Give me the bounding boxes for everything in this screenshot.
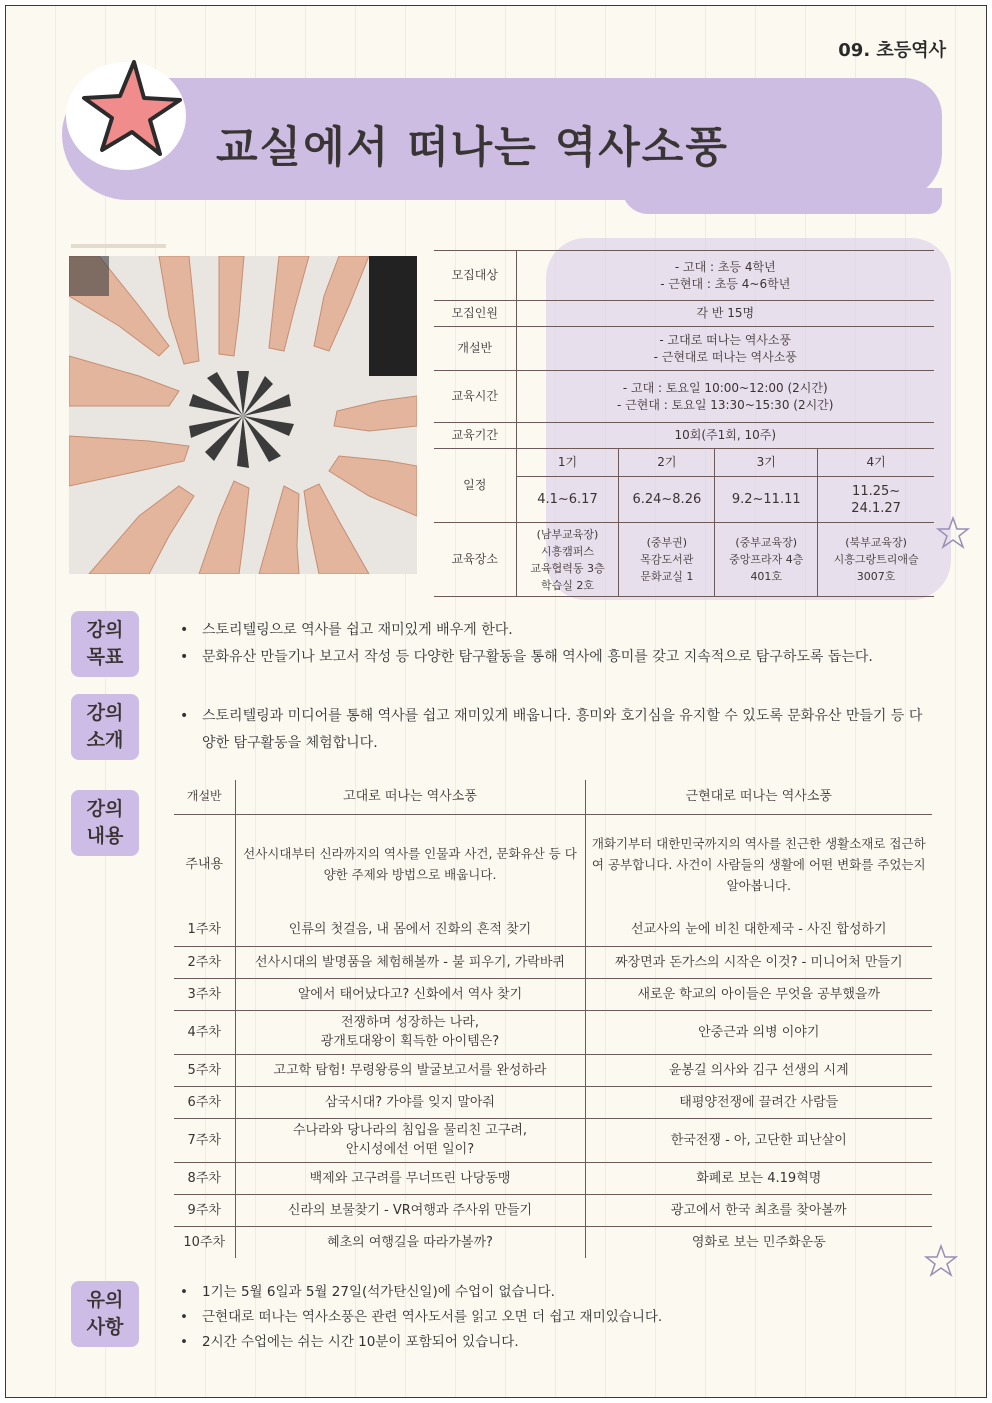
intro-list	[174, 703, 934, 757]
week-row	[174, 914, 932, 946]
week-modern-topic: 화폐로 보는 4.19혁명	[585, 1162, 932, 1194]
place-cell: (북부교육장) 시흥그랑트리애슬 3007호	[818, 523, 934, 597]
brochure-page	[5, 5, 987, 1398]
curriculum-header-modern: 근현대로 떠나는 역사소풍	[585, 780, 932, 814]
week-ancient-topic: 알에서 태어났다고? 신화에서 역사 찾기	[235, 978, 585, 1010]
main-content-label: 주내용	[174, 814, 235, 914]
place-cell: (중부권) 목감도서관 문화교실 1	[619, 523, 715, 597]
time-line: - 고대 : 토요일 10:00~12:00 (2시간)	[622, 380, 828, 395]
capacity-label: 모집인원	[434, 301, 516, 327]
capacity-value: 각 반 15명	[516, 301, 934, 327]
week-ancient-topic: 백제와 고구려를 무너뜨린 나당동맹	[235, 1162, 585, 1194]
week-ancient-topic: 선사시대의 발명품을 체험해볼까 - 불 피우기, 가락바퀴	[235, 946, 585, 978]
term-dates: 6.24~8.26	[619, 477, 715, 523]
goal-item: • 스토리텔링으로 역사를 쉽고 재미있게 배우게 한다.	[174, 617, 944, 644]
week-row	[174, 1010, 932, 1054]
week-modern-topic: 안중근과 의병 이야기	[585, 1010, 932, 1054]
week-modern-topic: 광고에서 한국 최초를 찾아볼까	[585, 1194, 932, 1226]
week-row	[174, 1086, 932, 1118]
time-label: 교육시간	[434, 371, 516, 423]
week-label: 6주차	[174, 1086, 235, 1118]
note-item: • 1기는 5월 6일과 5월 27일(석가탄신일)에 수업이 없습니다.	[174, 1280, 934, 1305]
content-tag: 강의 내용	[71, 790, 139, 856]
main-content-ancient: 선사시대부터 신라까지의 역사를 인물과 사건, 문화유산 등 다양한 주제와 방법으로 배웁니다.	[235, 814, 585, 914]
time-line: - 근현대 : 토요일 13:30~15:30 (2시간)	[617, 397, 834, 412]
week-row	[174, 1162, 932, 1194]
goal-item: • 문화유산 만들기나 보고서 작성 등 다양한 탐구활동을 통해 역사에 흥미를 갖고 지속적으로 탐구하도록 돕는다.	[174, 644, 944, 671]
schedule-label: 일정	[434, 449, 516, 523]
program-info-table	[434, 250, 934, 597]
class-line: - 근현대로 떠나는 역사소풍	[653, 349, 797, 364]
week-label: 1주차	[174, 914, 235, 946]
term-header: 3기	[715, 449, 818, 477]
page-title: 교실에서 떠나는 역사소풍	[216, 123, 729, 173]
recruit-target-line: - 근현대 : 초등 4~6학년	[660, 276, 791, 291]
classes-label: 개설반	[434, 327, 516, 371]
recruit-target-line: - 고대 : 초등 4학년	[674, 259, 776, 274]
note-item: • 2시간 수업에는 쉬는 시간 10분이 포함되어 있습니다.	[174, 1330, 934, 1355]
week-label: 7주차	[174, 1118, 235, 1162]
week-row	[174, 1226, 932, 1258]
goals-list	[174, 617, 944, 671]
week-modern-topic: 선교사의 눈에 비친 대한제국 - 사진 합성하기	[585, 914, 932, 946]
week-ancient-topic: 인류의 첫걸음, 내 몸에서 진화의 흔적 찾기	[235, 914, 585, 946]
week-rows	[174, 914, 932, 1258]
week-modern-topic: 태평양전쟁에 끌려간 사람들	[585, 1086, 932, 1118]
term-dates: 4.1~6.17	[516, 477, 619, 523]
week-label: 3주차	[174, 978, 235, 1010]
week-label: 9주차	[174, 1194, 235, 1226]
section-label: 09. 초등역사	[838, 40, 946, 61]
week-modern-topic: 한국전쟁 - 아, 고단한 피난살이	[585, 1118, 932, 1162]
week-modern-topic: 새로운 학교의 아이들은 무엇을 공부했을까	[585, 978, 932, 1010]
curriculum-header-class: 개설반	[174, 780, 235, 814]
week-row	[174, 1194, 932, 1226]
week-row	[174, 946, 932, 978]
curriculum-table	[174, 780, 932, 1258]
term-dates: 9.2~11.11	[715, 477, 818, 523]
week-label: 10주차	[174, 1226, 235, 1258]
note-item: • 근현대로 떠나는 역사소풍은 관련 역사도서를 읽고 오면 더 쉽고 재미있습니다.	[174, 1305, 934, 1330]
place-cell: (중부교육장) 중앙프라자 4층 401호	[715, 523, 818, 597]
week-ancient-topic: 신라의 보물찾기 - VR여행과 주사위 만들기	[235, 1194, 585, 1226]
week-ancient-topic: 혜초의 여행길을 따라가볼까?	[235, 1226, 585, 1258]
week-label: 4주차	[174, 1010, 235, 1054]
recruit-target-value	[516, 251, 934, 301]
term-header: 2기	[619, 449, 715, 477]
term-header: 4기	[818, 449, 934, 477]
recruit-target-label: 모집대상	[434, 251, 516, 301]
intro-text: • 스토리텔링과 미디어를 통해 역사를 쉽고 재미있게 배웁니다. 흥미와 호기심을 유지할 수 있도록 문화유산 만들기 등 다양한 탐구활동을 체험합니다.	[174, 703, 934, 757]
week-row	[174, 1054, 932, 1086]
notes-list	[174, 1280, 934, 1355]
week-modern-topic: 영화로 보는 민주화운동	[585, 1226, 932, 1258]
main-content-modern: 개화기부터 대한민국까지의 역사를 친근한 생활소재로 접근하여 공부합니다. 사건이 사람들의 생활에 어떤 변화를 주었는지 알아봅니다.	[585, 814, 932, 914]
week-modern-topic: 짜장면과 돈가스의 시작은 이것? - 미니어처 만들기	[585, 946, 932, 978]
place-cell: (남부교육장) 시흥캠퍼스 교육협력동 3층 학습실 2호	[516, 523, 619, 597]
week-row	[174, 978, 932, 1010]
photo-tape-decoration	[71, 244, 166, 248]
term-dates: 11.25~ 24.1.27	[818, 477, 934, 523]
place-label: 교육장소	[434, 523, 516, 597]
curriculum-header-ancient: 고대로 떠나는 역사소풍	[235, 780, 585, 814]
time-value	[516, 371, 934, 423]
week-ancient-topic: 삼국시대? 가야를 잊지 말아줘	[235, 1086, 585, 1118]
term-header: 1기	[516, 449, 619, 477]
week-label: 8주차	[174, 1162, 235, 1194]
doodle-star-icon	[936, 516, 970, 550]
class-photo	[69, 256, 417, 574]
goals-tag: 강의 목표	[71, 611, 139, 677]
period-value: 10회(주1회, 10주)	[516, 423, 934, 449]
week-row	[174, 1118, 932, 1162]
week-modern-topic: 윤봉길 의사와 김구 선생의 시계	[585, 1054, 932, 1086]
notes-tag: 유의 사항	[71, 1281, 139, 1347]
week-label: 5주차	[174, 1054, 235, 1086]
week-label: 2주차	[174, 946, 235, 978]
period-label: 교육기간	[434, 423, 516, 449]
star-icon	[64, 54, 194, 174]
class-line: - 고대로 떠나는 역사소풍	[659, 332, 792, 347]
intro-tag: 강의 소개	[71, 694, 139, 760]
classes-value	[516, 327, 934, 371]
week-ancient-topic: 전쟁하며 성장하는 나라, 광개토대왕이 획득한 아이템은?	[235, 1010, 585, 1054]
week-ancient-topic: 수나라와 당나라의 침입을 물리친 고구려, 안시성에선 어떤 일이?	[235, 1118, 585, 1162]
week-ancient-topic: 고고학 탐험! 무령왕릉의 발굴보고서를 완성하라	[235, 1054, 585, 1086]
